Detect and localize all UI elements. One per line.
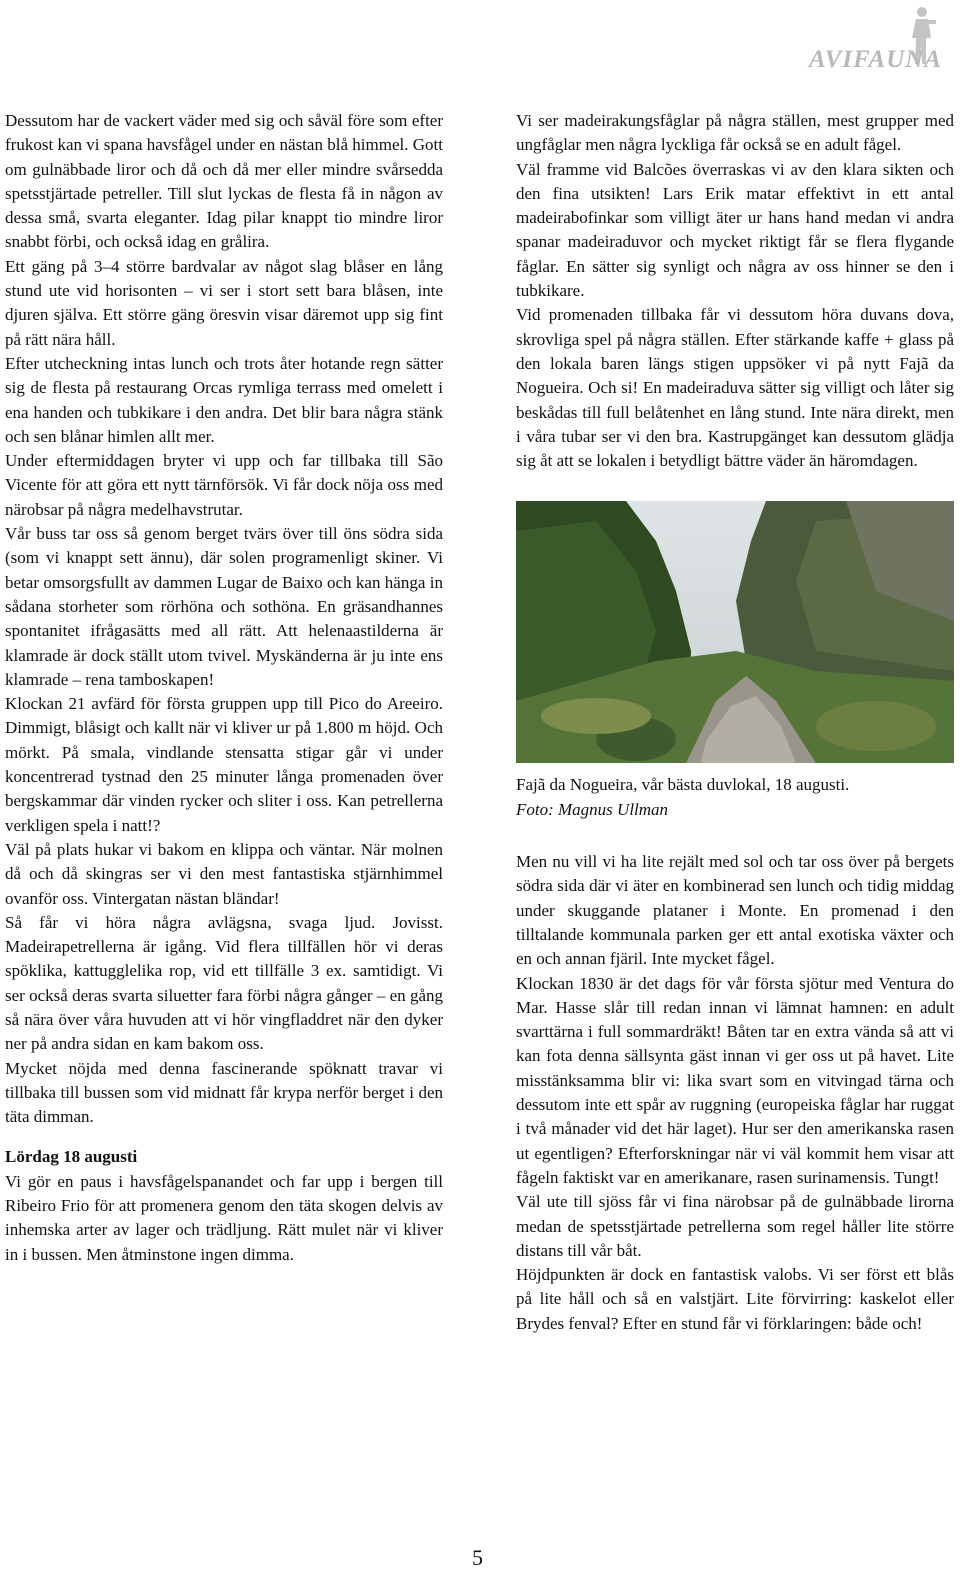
paragraph: Klockan 1830 är det dags för vår första sjötur med Ventura do Mar. Hasse slår till redan innan vi lämnat hamnen: en adult svarttärna i full sommardräkt! Båten tar en extra vända så att vi kan fota denna sällsynta gäst innan vi ger oss ut på havet. Lite misstänksamma blir vi: lika svart som en vitvingad tärna och dessutom inte ett spår av ruggning (europeiska fåglar har ruggat i två månader vid det här laget). Hur ser den amerikanska rasen ut egentligen? Efterforskningar när vi väl kommit hem visar att fågeln faktiskt var en amerikanare, rasen surinamensis. Tungt! (516, 973, 954, 1187)
paragraph: Väl på plats hukar vi bakom en klippa och väntar. När molnen då och då skingras ser vi den mest fantastiska stjärnhimmel ovanför oss. Vintergatan nästan bländar! (5, 839, 443, 908)
paragraph: Väl ute till sjöss får vi fina närobsar på de gulnäbbade lirorna medan de spetsstjärtade petrellerna som regel håller lite större distans till vår båt. (516, 1192, 954, 1260)
logo-text: AVIFAUNA (808, 46, 942, 73)
right-column (516, 109, 954, 1336)
paragraph: Höjdpunkten är dock en fantastisk valobs. Vi ser först ett blås på lite håll och så en valstjärt. Lite förvirring: kaskelot eller Brydes fenval? Efter en stund får vi förklaringen: både och! (516, 1265, 954, 1333)
paragraph: Vår buss tar oss så genom berget tvärs över till öns södra sida (som vi knappt sett ännu), där solen programenligt skiner. Vi betar omsorgsfullt av dammen Lugar de Baixo och kan hänga in sådana storheter som rörhöna och sothöna. En gräsandhannes spontanitet ifrågasätts med all rätt. Att helenaastilderna är klamrade är dock ställt utom tvivel. Myskänderna är ju inte ens klamrade – rena tamboskapen! (5, 524, 443, 689)
photo-caption: Fajã da Nogueira, vår bästa duvlokal, 18 augusti. (516, 775, 850, 795)
paragraph: Efter utcheckning intas lunch och trots åter hotande regn sätter sig de flesta på restaurang Orcas rymliga terrass med omelett i ena handen och tubkikare i den andra. Det blir bara några stänk och sen blånar himlen allt mer. (5, 353, 443, 446)
paragraph: Mycket nöjda med denna fascinerande spöknatt travar vi tillbaka till bussen som vid midnatt får krypa nerför berget i den täta dimman. (5, 1058, 443, 1127)
paragraph: Ett gäng på 3–4 större bardvalar av något slag blåser en lång stund ute vid horisonten – vi ser i stort sett bara blåsen, inte djuren själva. Ett större gäng öresvin visar däremot upp sig fint på rätt nära håll. (5, 256, 443, 349)
valley-photo (516, 501, 954, 763)
page-number: 5 (472, 1545, 483, 1570)
photo-credit: Foto: Magnus Ullman (516, 799, 669, 819)
paragraph: Dessutom har de vackert väder med sig och såväl före som efter frukost kan vi spana havsfågel under en nästan blå himmel. Gott om gulnäbbade liror och då och då mer eller mindre svårsedda spetsstjärtade petreller. Till slut lyckas de flesta få in någon av dessa små, svarta eleganter. Idag pilar knappt tio mindre liror snabbt förbi, och också idag en grålira. (5, 111, 443, 252)
paragraph: Under eftermiddagen bryter vi upp och far tillbaka till São Vicente för att göra ett nytt tärnförsök. Vi får dock nöja oss med närobsar på några medelhavstrutar. (5, 451, 443, 519)
paragraph: Klockan 21 avfärd för första gruppen upp till Pico do Areeiro. Dimmigt, blåsigt och kallt när vi kliver ur på 1.800 m höjd. Och mörkt. På smala, vindlande stensatta stigar går vi under koncentrerad tystnad den 25 minuter långa promenaden över bergskammar där vinden rycker och sliter i oss. Kan petrellerna verkligen spela i natt!? (5, 694, 443, 835)
paragraph: Men nu vill vi ha lite rejält med sol och tar oss över på bergets södra sida där vi äter en kombinerad sen lunch och tidig middag under skuggande plataner i Monte. En promenad i den tilltalande kommunala parken ger ett antal exotiska växter och en och annan fjäril. Inte mycket fågel. (516, 852, 954, 969)
section-heading: Lördag 18 augusti (5, 1147, 138, 1167)
avifauna-logo (792, 6, 942, 80)
paragraph: Väl framme vid Balcões överraskas vi av den klara sikten och den fina utsikten! Lars Erik matar effektivt in ett antal madeirabofinkar som villigt äter ur hans hand medan vi andra spanar madeiraduvor och mycket riktigt får se flera flygande fåglar. En sätter sig synligt och några av oss hinner se den i tubkikare. (516, 159, 954, 301)
paragraph: Vid promenaden tillbaka får vi dessutom höra duvans dova, skrovliga spel på några ställen. Efter stärkande kaffe + glass på den lokala baren längs stigen uppsöker vi på nytt Fajã da Nogueira. Och si! En madeiraduva sätter sig villigt och låter sig beskådas till full belåtenhet en lång stund. Inte nära direkt, men i våra tubar ser vi den bra. Kastrupgänget kan dessutom glädja sig åt att se lokalen i betydligt bättre väder än häromdagen. (516, 305, 954, 471)
paragraph: Vi ser madeirakungsfåglar på några ställen, mest grupper med ungfåglar men några lyckliga får också se en adult fågel. (516, 111, 954, 155)
paragraph: Vi gör en paus i havsfågelspanandet och far upp i bergen till Ribeiro Frio för att promenera genom den täta skogen delvis av inhemska arter av lager och trädljung. Rätt mulet när vi kliver in i bussen. Men åtminstone ingen dimma. (5, 1171, 443, 1264)
paragraph: Så får vi höra några avlägsna, svaga ljud. Jovisst. Madeirapetrellerna är igång. Vid flera tillfällen hör vi deras spöklika, kattugglelika rop, vid ett tillfälle 3 ex. samtidigt. Vi ser också deras svarta siluetter fara förbi några gånger – en gång så nära över våra huvuden att vi hör vingfladdret när den dyker ner på andra sidan en kam bakom oss. (5, 912, 443, 1054)
left-column (5, 109, 443, 1267)
